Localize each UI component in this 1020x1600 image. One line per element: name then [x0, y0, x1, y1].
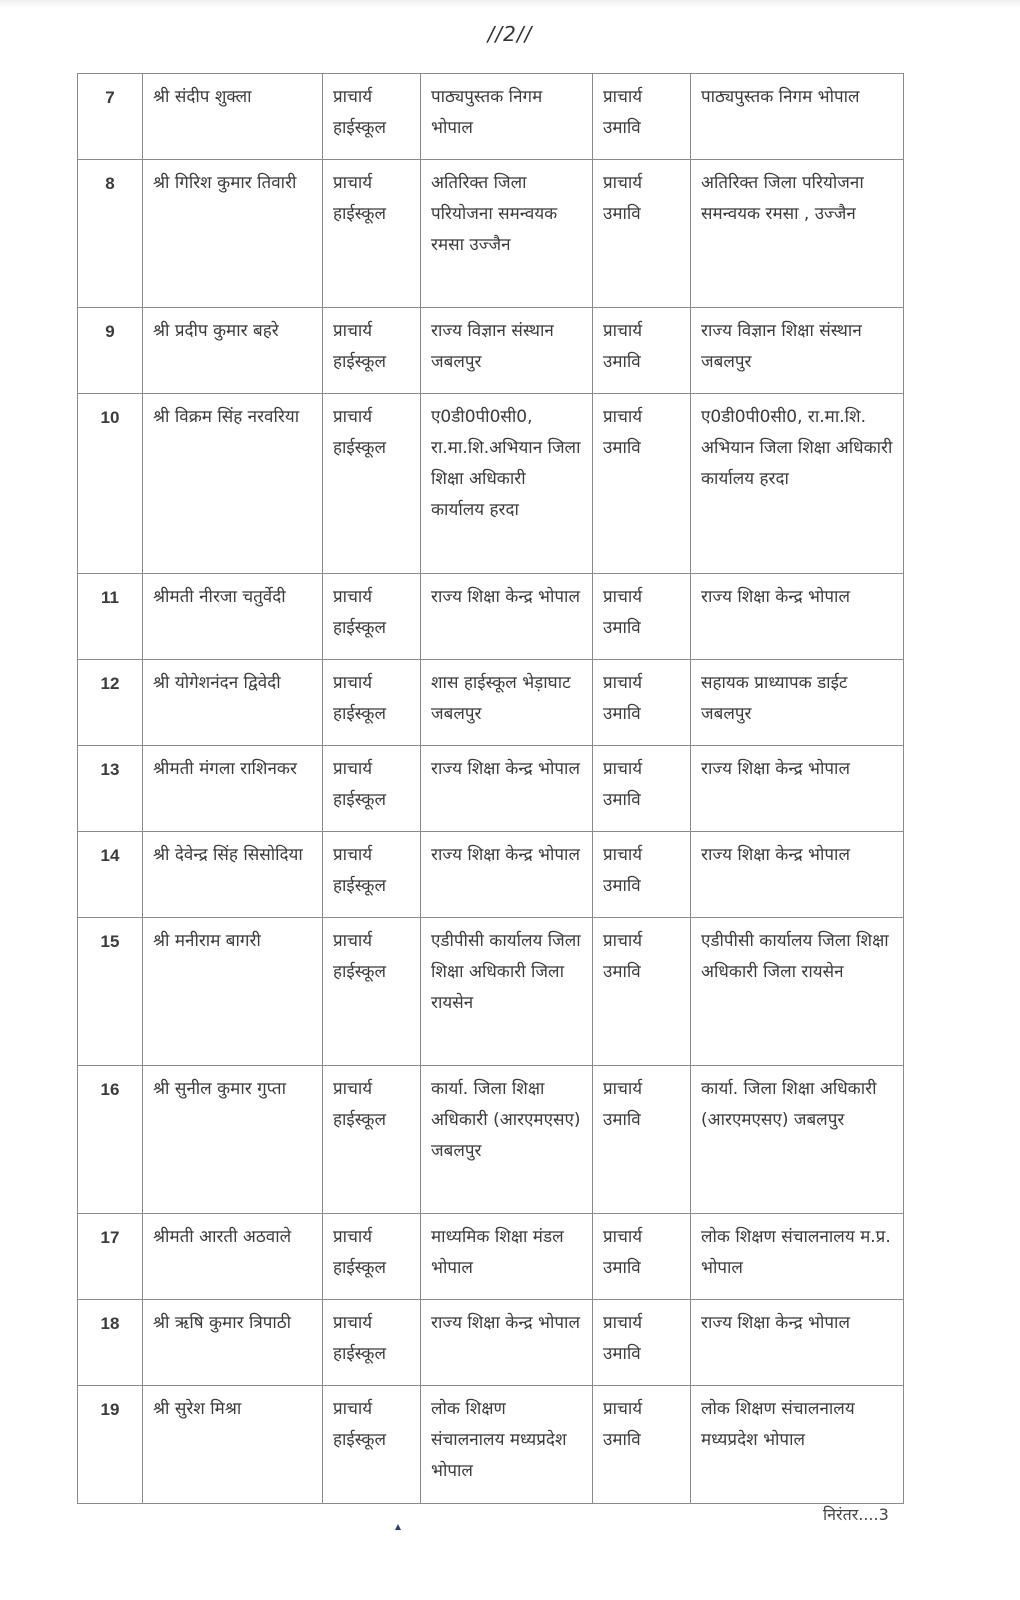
new-post-cell: प्राचार्य उमावि — [593, 308, 691, 394]
employee-name-cell: श्री ऋषि कुमार त्रिपाठी — [143, 1300, 323, 1386]
current-posting-place-cell: एडीपीसी कार्यालय जिला शिक्षा अधिकारी जिला रायसेन — [421, 918, 593, 1066]
serial-number-cell: 13 — [78, 746, 143, 832]
new-post-cell: प्राचार्य उमावि — [593, 1214, 691, 1300]
current-post-cell: प्राचार्य हाईस्कूल — [323, 746, 421, 832]
current-posting-place-cell: अतिरिक्त जिला परियोजना समन्वयक रमसा उज्जैन — [421, 160, 593, 308]
page-number-marker: //2// — [487, 22, 533, 46]
posting-table — [77, 73, 904, 1504]
new-posting-place-cell: लोक शिक्षण संचालनालय मध्यप्रदेश भोपाल — [691, 1386, 904, 1504]
new-post-cell: प्राचार्य उमावि — [593, 394, 691, 574]
current-posting-place-cell: राज्य शिक्षा केन्द्र भोपाल — [421, 1300, 593, 1386]
current-post-cell: प्राचार्य हाईस्कूल — [323, 1066, 421, 1214]
current-posting-place-cell: राज्य शिक्षा केन्द्र भोपाल — [421, 574, 593, 660]
new-posting-place-cell: ए0डी0पी0सी0, रा.मा.शि. अभियान जिला शिक्षा अधिकारी कार्यालय हरदा — [691, 394, 904, 574]
employee-name-cell: श्री योगेशनंदन द्विवेदी — [143, 660, 323, 746]
table-row — [78, 74, 904, 160]
new-posting-place-cell: एडीपीसी कार्यालय जिला शिक्षा अधिकारी जिला रायसेन — [691, 918, 904, 1066]
new-posting-place-cell: राज्य विज्ञान शिक्षा संस्थान जबलपुर — [691, 308, 904, 394]
employee-name-cell: श्री सुरेश मिश्रा — [143, 1386, 323, 1504]
employee-name-cell: श्री विक्रम सिंह नरवरिया — [143, 394, 323, 574]
current-post-cell: प्राचार्य हाईस्कूल — [323, 74, 421, 160]
new-posting-place-cell: राज्य शिक्षा केन्द्र भोपाल — [691, 746, 904, 832]
table-row — [78, 1300, 904, 1386]
serial-number-cell: 10 — [78, 394, 143, 574]
new-post-cell: प्राचार्य उमावि — [593, 1066, 691, 1214]
employee-name-cell: श्रीमती मंगला राशिनकर — [143, 746, 323, 832]
serial-number-cell: 14 — [78, 832, 143, 918]
employee-name-cell: श्रीमती आरती अठवाले — [143, 1214, 323, 1300]
new-posting-place-cell: अतिरिक्त जिला परियोजना समन्वयक रमसा , उज्जैन — [691, 160, 904, 308]
new-post-cell: प्राचार्य उमावि — [593, 660, 691, 746]
table-row — [78, 394, 904, 574]
new-posting-place-cell: कार्या. जिला शिक्षा अधिकारी (आरएमएसए) जबलपुर — [691, 1066, 904, 1214]
serial-number-cell: 12 — [78, 660, 143, 746]
employee-name-cell: श्री गिरिश कुमार तिवारी — [143, 160, 323, 308]
table-row — [78, 574, 904, 660]
employee-name-cell: श्री मनीराम बागरी — [143, 918, 323, 1066]
new-posting-place-cell: राज्य शिक्षा केन्द्र भोपाल — [691, 832, 904, 918]
employee-name-cell: श्री देवेन्द्र सिंह सिसोदिया — [143, 832, 323, 918]
new-post-cell: प्राचार्य उमावि — [593, 1300, 691, 1386]
new-posting-place-cell: लोक शिक्षण संचालनालय म.प्र. भोपाल — [691, 1214, 904, 1300]
current-posting-place-cell: माध्यमिक शिक्षा मंडल भोपाल — [421, 1214, 593, 1300]
current-posting-place-cell: कार्या. जिला शिक्षा अधिकारी (आरएमएसए) जबलपुर — [421, 1066, 593, 1214]
serial-number-cell: 11 — [78, 574, 143, 660]
serial-number-cell: 19 — [78, 1386, 143, 1504]
employee-name-cell: श्री संदीप शुक्ला — [143, 74, 323, 160]
table-row — [78, 1386, 904, 1504]
serial-number-cell: 15 — [78, 918, 143, 1066]
scan-top-edge — [0, 0, 1020, 8]
table-row — [78, 832, 904, 918]
new-posting-place-cell: पाठ्यपुस्तक निगम भोपाल — [691, 74, 904, 160]
serial-number-cell: 18 — [78, 1300, 143, 1386]
current-posting-place-cell: लोक शिक्षण संचालनालय मध्यप्रदेश भोपाल — [421, 1386, 593, 1504]
table-row — [78, 1214, 904, 1300]
employee-name-cell: श्री सुनील कुमार गुप्ता — [143, 1066, 323, 1214]
table-row — [78, 660, 904, 746]
current-post-cell: प्राचार्य हाईस्कूल — [323, 160, 421, 308]
current-post-cell: प्राचार्य हाईस्कूल — [323, 1386, 421, 1504]
current-posting-place-cell: पाठ्यपुस्तक निगम भोपाल — [421, 74, 593, 160]
continuation-note: निरंतर....3 — [823, 1505, 889, 1524]
table-row — [78, 746, 904, 832]
employee-name-cell: श्री प्रदीप कुमार बहरे — [143, 308, 323, 394]
current-post-cell: प्राचार्य हाईस्कूल — [323, 660, 421, 746]
current-post-cell: प्राचार्य हाईस्कूल — [323, 832, 421, 918]
serial-number-cell: 9 — [78, 308, 143, 394]
current-posting-place-cell: शास हाईस्कूल भेड़ाघाट जबलपुर — [421, 660, 593, 746]
table-row — [78, 1066, 904, 1214]
current-post-cell: प्राचार्य हाईस्कूल — [323, 394, 421, 574]
table-row — [78, 308, 904, 394]
scan-artifact-mark — [395, 1524, 401, 1530]
serial-number-cell: 16 — [78, 1066, 143, 1214]
table-row — [78, 918, 904, 1066]
serial-number-cell: 17 — [78, 1214, 143, 1300]
new-post-cell: प्राचार्य उमावि — [593, 746, 691, 832]
new-post-cell: प्राचार्य उमावि — [593, 74, 691, 160]
new-posting-place-cell: राज्य शिक्षा केन्द्र भोपाल — [691, 574, 904, 660]
employee-name-cell: श्रीमती नीरजा चतुर्वेदी — [143, 574, 323, 660]
new-post-cell: प्राचार्य उमावि — [593, 1386, 691, 1504]
new-posting-place-cell: राज्य शिक्षा केन्द्र भोपाल — [691, 1300, 904, 1386]
current-posting-place-cell: राज्य शिक्षा केन्द्र भोपाल — [421, 746, 593, 832]
current-posting-place-cell: ए0डी0पी0सी0, रा.मा.शि.अभियान जिला शिक्षा अधिकारी कार्यालय हरदा — [421, 394, 593, 574]
current-posting-place-cell: राज्य विज्ञान संस्थान जबलपुर — [421, 308, 593, 394]
current-post-cell: प्राचार्य हाईस्कूल — [323, 918, 421, 1066]
serial-number-cell: 7 — [78, 74, 143, 160]
new-posting-place-cell: सहायक प्राध्यापक डाईट जबलपुर — [691, 660, 904, 746]
current-post-cell: प्राचार्य हाईस्कूल — [323, 308, 421, 394]
new-post-cell: प्राचार्य उमावि — [593, 918, 691, 1066]
new-post-cell: प्राचार्य उमावि — [593, 574, 691, 660]
serial-number-cell: 8 — [78, 160, 143, 308]
new-post-cell: प्राचार्य उमावि — [593, 160, 691, 308]
current-post-cell: प्राचार्य हाईस्कूल — [323, 1300, 421, 1386]
current-post-cell: प्राचार्य हाईस्कूल — [323, 1214, 421, 1300]
table-row — [78, 160, 904, 308]
new-post-cell: प्राचार्य उमावि — [593, 832, 691, 918]
current-post-cell: प्राचार्य हाईस्कूल — [323, 574, 421, 660]
current-posting-place-cell: राज्य शिक्षा केन्द्र भोपाल — [421, 832, 593, 918]
